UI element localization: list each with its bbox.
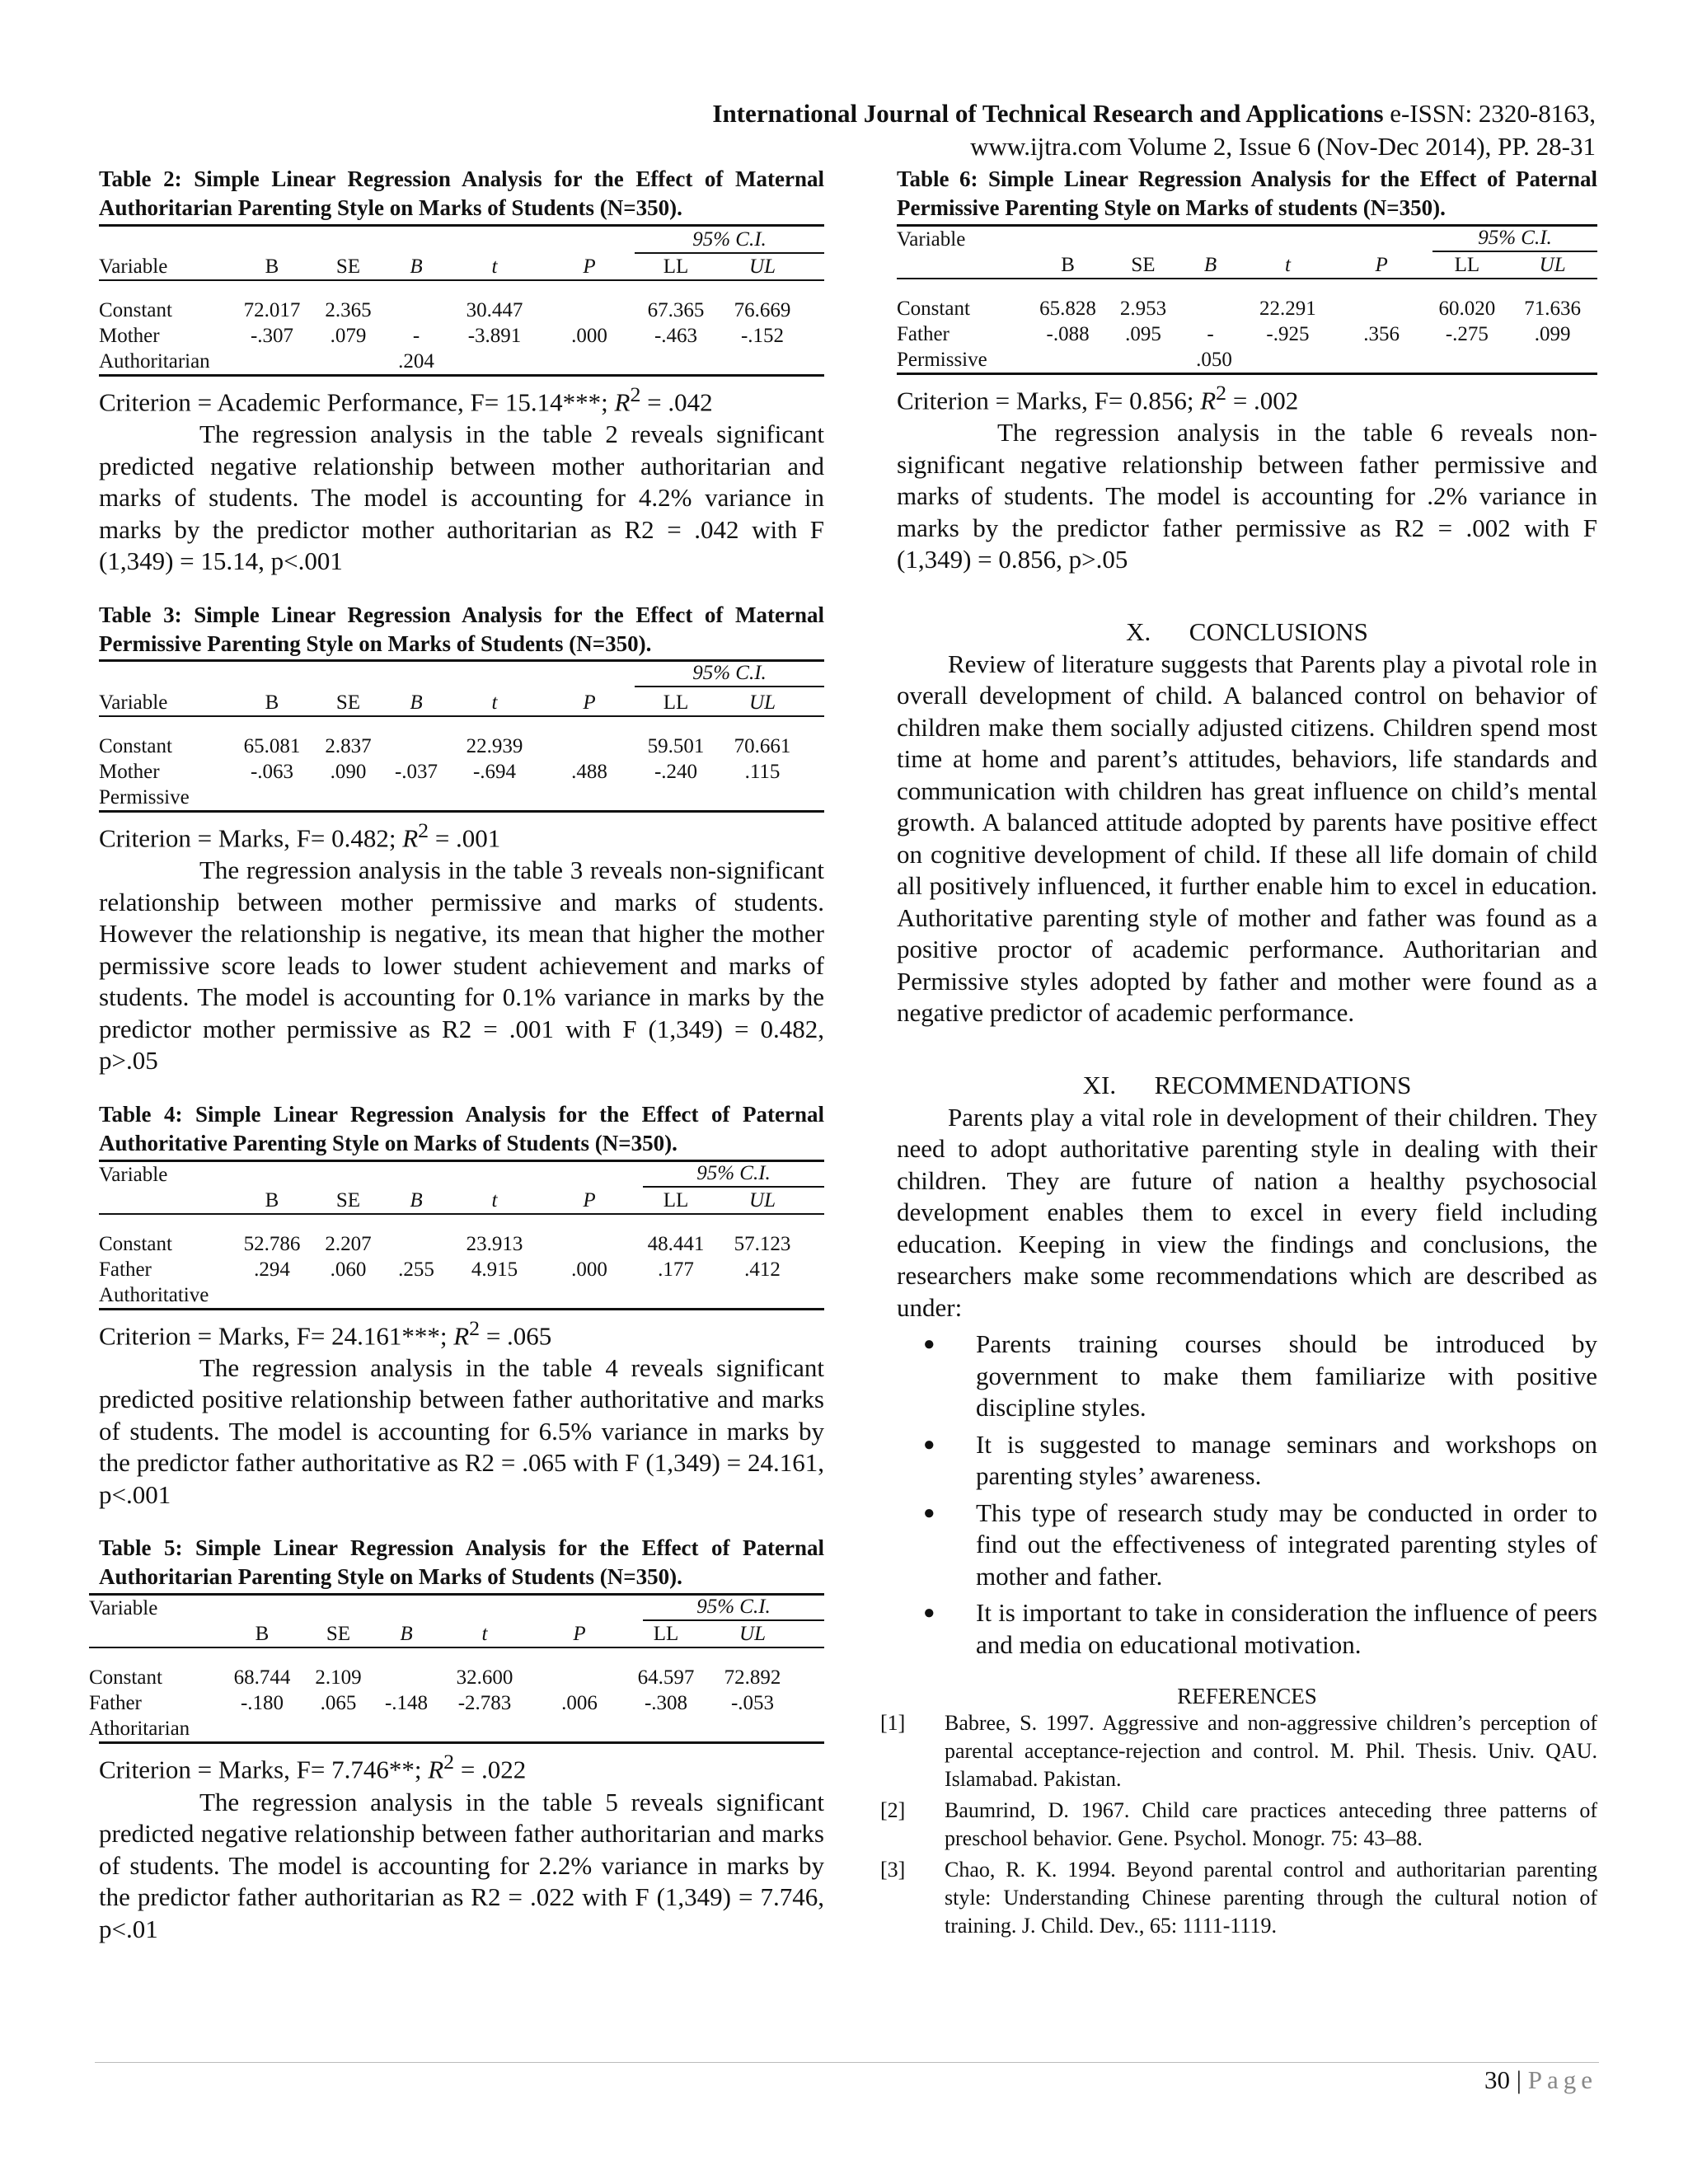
table-3 <box>99 601 824 1077</box>
table-header-row <box>99 690 824 715</box>
table-row <box>99 1257 824 1282</box>
table-cell: SE <box>335 255 361 278</box>
table-cell: SE <box>326 1623 351 1646</box>
table-cell: 48.441 <box>647 1232 705 1255</box>
table-cell: B <box>255 1623 270 1646</box>
table-cell: 2.953 <box>1119 298 1167 320</box>
table-cell: P <box>1375 254 1388 276</box>
bullet-icon: ● <box>923 1333 935 1356</box>
table-cell: Variable <box>99 691 168 714</box>
table-2-paragraph: The regression analysis in the table 2 reveals significant predicted negative relationship between mother authoritarian and marks of students. The model is accounting for 4.2% variance in marks by the predictor mother authoritarian as R2 = .042 with F (1,349) = 15.14, p<.001 <box>99 419 824 576</box>
table-cell: .050 <box>1196 349 1232 371</box>
table-row <box>99 1282 824 1308</box>
table-cell: .079 <box>330 325 367 347</box>
table-5-paragraph: The regression analysis in the table 5 reveals significant predicted negative relationship between father authoritarian and marks of students. The model is accounting for 2.2% variance in marks by the predictor father authoritarian as R2 = .022 with F (1,349) = 7.746, p<.01 <box>99 1787 824 1943</box>
table-cell: -.053 <box>730 1692 775 1715</box>
table-cell: B <box>265 255 279 278</box>
table-row <box>897 296 1597 321</box>
table-4 <box>99 1100 824 1511</box>
table-cell: 95% C.I. <box>1432 225 1597 252</box>
table-3-paragraph: The regression analysis in the table 3 reveals non-significant relationship between mother permissive and marks of students. However the relationship is negative, its mean that higher the mother permissive score leads to lower student achievement and marks of students. The model is accounting for 0.1% variance in marks by the predictor mother permissive as R2 = .001 with F (1,349) = 0.482, p>.05 <box>99 855 824 1076</box>
page-number: 30 | Page <box>1484 2065 1597 2094</box>
table-cell: 70.661 <box>734 734 791 757</box>
table-cell: 2.837 <box>325 734 372 757</box>
table-cell: Father <box>897 323 950 345</box>
table-cell: 4.915 <box>471 1258 518 1281</box>
table-cell: P <box>583 1188 596 1212</box>
table-row <box>99 759 824 785</box>
table-cell: UL <box>749 691 776 714</box>
table-cell: .095 <box>1125 323 1161 345</box>
table-cell: -.694 <box>472 760 517 783</box>
table-cell: .060 <box>330 1258 367 1281</box>
table-3-caption: Table 3: Simple Linear Regression Analysis for the Effect of Maternal Permissive Parenting Style on Marks of Students (N=350). <box>99 602 824 656</box>
table-cell: -.463 <box>654 325 698 347</box>
table-cell: B <box>400 1623 413 1646</box>
table-row <box>99 733 824 759</box>
table-5-body <box>89 1593 824 1741</box>
reference-item: [3] Chao, R. K. 1994. Beyond parental control and authoritarian parenting style: Understanding Chinese parenting through the cultural notion of training. J. Child. Dev., 65: 1111-1119. <box>880 1858 1597 1938</box>
table-cell: -.063 <box>250 760 294 783</box>
table-cell: - <box>412 325 420 347</box>
table-cell: Constant <box>897 298 970 320</box>
table-cell: Variable <box>99 255 168 278</box>
table-cell: -.180 <box>240 1692 284 1715</box>
table-row <box>99 785 824 810</box>
table-cell: -.240 <box>654 760 698 783</box>
table-row <box>89 1690 824 1716</box>
list-item: ● It is suggested to manage seminars and workshops on parenting styles’ awareness. <box>923 1429 1597 1491</box>
table-cell: Variable <box>897 228 966 251</box>
table-cell: B <box>265 691 279 714</box>
table-cell: Constant <box>89 1666 162 1690</box>
table-cell: 71.636 <box>1524 298 1582 320</box>
table-5-criterion: Criterion = Marks, F= 7.746**; $R^2 = .022$ <box>99 1741 824 1786</box>
table-cell: .177 <box>658 1258 694 1281</box>
table-4-criterion: Criterion = Marks, F= 24.161***; $R^2 = .065$ <box>99 1308 824 1352</box>
bullet-icon: ● <box>923 1602 935 1624</box>
table-cell: 60.020 <box>1438 298 1496 320</box>
table-cell: -2.783 <box>457 1692 512 1715</box>
bullet-icon: ● <box>923 1502 935 1524</box>
table-6-criterion: Criterion = Marks, F= 0.856; $R^2 = .002$ <box>897 373 1597 417</box>
table-cell: B <box>1203 254 1217 276</box>
table-cell: -.275 <box>1445 323 1489 345</box>
table-cell: UL <box>749 255 776 278</box>
reference-list <box>880 1709 1597 1940</box>
table-cell: .294 <box>254 1258 290 1281</box>
table-cell: 52.786 <box>243 1232 301 1255</box>
table-cell: .065 <box>320 1692 357 1715</box>
journal-title: International Journal of Technical Research and Applications <box>712 99 1384 128</box>
table-cell: B <box>410 255 423 278</box>
table-cell: .090 <box>330 760 367 783</box>
table-row <box>99 323 824 349</box>
table-6-paragraph: The regression analysis in the table 6 reveals non-significant negative relationship between father permissive and marks of students. The model is accounting for .2% variance in marks by the predictor father permissive as R2 = .002 with F (1,349) = 0.856, p>.05 <box>897 418 1597 574</box>
table-cell: 32.600 <box>456 1666 513 1690</box>
table-cell: 64.597 <box>637 1666 695 1690</box>
table-cell: UL <box>749 1188 776 1212</box>
references-heading: REFERENCES <box>1177 1684 1317 1709</box>
table-row <box>99 298 824 323</box>
table-row <box>897 347 1597 373</box>
recommendation-list <box>897 1329 1597 1661</box>
table-cell: -.307 <box>250 325 294 347</box>
recommendations-paragraph: Parents play a vital role in development of their children. They need to adopt authoritative parenting style in dealing with their children. They are future of nation a healthy psychosocial development enables them to excel in every field including education. Keeping in view the findings and conclusions, the researchers make some recommendations which are described as under: <box>897 1102 1597 1322</box>
table-3-criterion: Criterion = Marks, F= 0.482; $R^2 = .001$ <box>99 810 824 855</box>
table-cell: LL <box>653 1623 679 1646</box>
table-cell: .488 <box>571 760 607 783</box>
table-2-criterion: Criterion = Academic Performance, F= 15.14***; $R^2 = .042$ <box>99 374 824 419</box>
table-row <box>89 1716 824 1741</box>
table-cell: B <box>265 1188 279 1212</box>
table-cell: 72.017 <box>243 299 301 321</box>
conclusions-paragraph: Review of literature suggests that Parents play a pivotal role in overall development of child. A balanced control on behavior of children make them socially adjusted citizens. Children spend most time at home and parent’s attitudes, behaviors, life standards and communication with children has great influence on child’s mental growth. A balanced attitude adopted by parents have positive effect on cognitive development of child. If these all life domain of child all positively influenced, it further enable him to excel in education. Authoritative parenting style of mother and father was found as a positive proctor of academic performance. Authoritarian and Permissive styles adopted by father and mother were found as a negative predictor of academic performance. <box>897 649 1597 1028</box>
table-cell: 57.123 <box>734 1232 791 1255</box>
list-item: ● This type of research study may be conducted in order to find out the effectiveness of integrated parenting styles of mother and father. <box>923 1497 1597 1591</box>
table-cell: 65.081 <box>243 734 301 757</box>
table-cell: Constant <box>99 734 172 757</box>
table-cell: Permissive <box>99 785 190 808</box>
table-cell: Constant <box>99 299 172 321</box>
table-row <box>89 1665 824 1690</box>
table-cell: LL <box>663 255 689 278</box>
table-cell: -.148 <box>384 1692 429 1715</box>
table-cell: .099 <box>1534 323 1571 345</box>
table-cell: .115 <box>744 760 781 783</box>
table-ci-header: 95% C.I. <box>635 227 824 254</box>
table-header-row <box>99 254 824 279</box>
bullet-icon: ● <box>923 1433 935 1455</box>
table-cell: Variable <box>99 1163 168 1186</box>
conclusions-heading: X. CONCLUSIONS <box>1126 616 1368 646</box>
table-cell: t <box>1284 254 1291 276</box>
table-4-caption: Table 4: Simple Linear Regression Analysis for the Effect of Paternal Authoritative Parenting Style on Marks of Students (N=350). <box>99 1101 824 1155</box>
table-cell: LL <box>663 691 689 714</box>
table-cell: .255 <box>398 1258 434 1281</box>
table-cell: 22.291 <box>1259 298 1316 320</box>
table-cell: -.925 <box>1266 323 1310 345</box>
table-2 <box>99 165 824 578</box>
table-cell: SE <box>335 691 361 714</box>
table-cell: SE <box>1131 254 1156 276</box>
table-cell: -3.891 <box>467 325 522 347</box>
left-column <box>89 165 824 1945</box>
table-cell: SE <box>335 1188 361 1212</box>
table-cell: t <box>481 1623 488 1646</box>
table-cell: LL <box>1454 254 1480 276</box>
reference-item: [2] Baumrind, D. 1967. Child care practices anteceding three patterns of preschool behavior. Gene. Psychol. Monogr. 75: 43–88. <box>880 1798 1597 1851</box>
table-cell: Father <box>99 1258 152 1281</box>
table-cell: t <box>491 691 498 714</box>
table-cell: .356 <box>1363 323 1400 345</box>
table-4-body <box>99 1160 824 1308</box>
table-5 <box>89 1534 824 1945</box>
table-cell: .000 <box>571 1258 607 1281</box>
table-cell: 72.892 <box>724 1666 781 1690</box>
table-cell: Father <box>89 1692 142 1715</box>
table-cell: - <box>1207 323 1214 345</box>
journal-header <box>524 97 1596 163</box>
recommendations-heading: XI. RECOMMENDATIONS <box>1082 1070 1412 1099</box>
table-6-body <box>897 224 1597 373</box>
table-cell: Permissive <box>897 349 987 371</box>
table-cell: B <box>1061 254 1075 276</box>
table-cell: UL <box>1539 254 1566 276</box>
table-cell: 59.501 <box>647 734 705 757</box>
table-cell: .000 <box>571 325 607 347</box>
table-cell: Variable <box>89 1597 158 1620</box>
list-item: ● Parents training courses should be introduced by government to make them familiarize with positive discipline styles. <box>923 1329 1597 1422</box>
table-cell: 67.365 <box>647 299 705 321</box>
table-cell: -.308 <box>644 1692 688 1715</box>
table-cell: P <box>573 1623 586 1646</box>
table-cell: 76.669 <box>734 299 791 321</box>
table-5-caption: Table 5: Simple Linear Regression Analysis for the Effect of Paternal Authoritarian Parenting Style on Marks of Students (N=350). <box>99 1535 824 1590</box>
table-cell: .412 <box>744 1258 781 1281</box>
table-cell: Authoritative <box>99 1283 209 1306</box>
table-header-row <box>897 252 1597 278</box>
list-item: ● It is important to take in consideration the influence of peers and media on educational motivation. <box>923 1598 1597 1659</box>
table-row <box>99 1231 824 1257</box>
reference-item: [1] Babree, S. 1997. Aggressive and non-aggressive children’s perception of parental acceptance-rejection and control. M. Phil. Thesis. Univ. QAU. Islamabad. Pakistan. <box>880 1711 1597 1792</box>
table-cell: 65.828 <box>1039 298 1096 320</box>
table-cell: -.152 <box>740 325 785 347</box>
table-6-caption: Table 6: Simple Linear Regression Analysis for the Effect of Paternal Permissive Parenting Style on Marks of students (N=350). <box>897 166 1597 220</box>
table-cell: 2.365 <box>325 299 372 321</box>
table-cell: LL <box>663 1188 689 1212</box>
table-cell: Athoritarian <box>89 1718 190 1741</box>
table-cell: -.037 <box>394 760 438 783</box>
footer-rule <box>95 2062 1599 2063</box>
table-cell: Constant <box>99 1232 172 1255</box>
table-cell: P <box>583 255 596 278</box>
table-cell: -.088 <box>1046 323 1090 345</box>
table-2-caption: Table 2: Simple Linear Regression Analysis for the Effect of Maternal Authoritarian Parenting Style on Marks of Students (N=350). <box>99 166 824 220</box>
table-cell: 30.447 <box>466 299 523 321</box>
table-cell: 2.109 <box>315 1666 362 1690</box>
table-cell: t <box>491 1188 498 1212</box>
table-cell: 68.744 <box>233 1666 291 1690</box>
table-header-row <box>99 1188 824 1213</box>
table-cell: t <box>491 255 498 278</box>
table-header-row <box>89 1621 824 1647</box>
table-cell: P <box>583 691 596 714</box>
table-cell: 22.939 <box>466 734 523 757</box>
table-row <box>99 349 824 374</box>
table-cell: Authoritarian <box>99 350 210 373</box>
table-cell: B <box>410 1188 423 1212</box>
table-cell: 23.913 <box>466 1232 523 1255</box>
table-row <box>897 321 1597 347</box>
table-3-body: 95% C.I. Variable B SE B t P LL UL Constant 65.081 2.837 22.939 59.501 70.661 Mother -.063 .090 -.037 -.694 .488 -.240 .115 Permissive <box>99 660 824 810</box>
table-cell: .204 <box>398 350 434 373</box>
right-column <box>880 165 1597 1943</box>
table-cell: 95% C.I. <box>643 1160 824 1188</box>
table-cell: 2.207 <box>325 1232 372 1255</box>
table-cell: 95% C.I. <box>643 1594 824 1621</box>
table-cell: Mother <box>99 760 160 783</box>
table-2-body <box>99 224 824 374</box>
table-cell: B <box>410 691 423 714</box>
journal-volume: www.ijtra.com Volume 2, Issue 6 (Nov-Dec 2014), PP. 28-31 <box>970 132 1596 161</box>
table-cell: UL <box>739 1623 766 1646</box>
table-cell: .006 <box>561 1692 598 1715</box>
table-6 <box>897 165 1597 576</box>
table-cell: Mother <box>99 325 160 347</box>
journal-issn: e-ISSN: 2320-8163, <box>1383 99 1596 128</box>
table-4-paragraph: The regression analysis in the table 4 reveals significant predicted positive relationship between father authoritative and marks of students. The model is accounting for 6.5% variance in marks by the predictor father authoritative as R2 = .065 with F (1,349) = 24.161, p<.001 <box>99 1352 824 1509</box>
